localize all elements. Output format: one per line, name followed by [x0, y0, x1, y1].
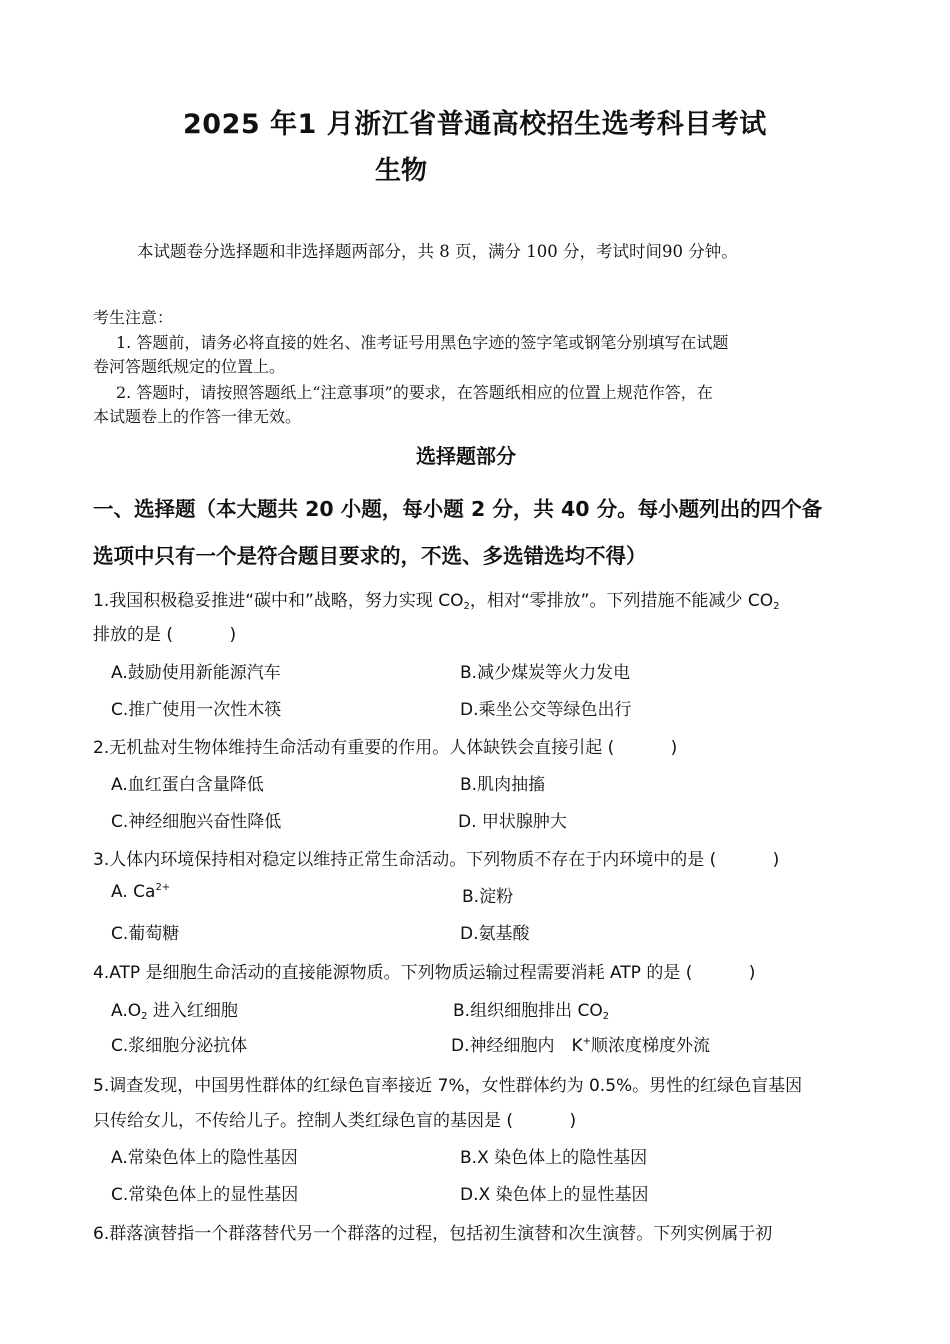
question-4-option-a[interactable]: $A.O_2$ 进入红细胞: [111, 1001, 238, 1022]
question-4-stem: 4.ATP 是细胞生命活动的直接能源物质。下列物质运输过程需要消耗 ATP 的是 ( ): [93, 963, 756, 983]
question-5-option-d[interactable]: D.X 染色体上的显性基因: [460, 1185, 649, 1205]
question-1-option-d[interactable]: D.乘坐公交等绿色出行: [460, 700, 632, 720]
exam-intro: 本试题卷分选择题和非选择题两部分，共 8 页，满分 100 分，考试时间90 分钟。: [137, 242, 738, 261]
notice-item-1-line-1: 1. 答题前，请务必将直接的姓名、准考证号用黑色字迹的签字笔或钢笔分别填写在试题: [116, 333, 729, 352]
question-1-option-c[interactable]: C.推广使用一次性木筷: [111, 700, 282, 720]
notice-item-2-line-1: 2. 答题时，请按照答题纸上“注意事项”的要求，在答题纸相应的位置上规范作答，在: [116, 383, 713, 402]
question-1-option-b[interactable]: B.减少煤炭等火力发电: [460, 663, 631, 683]
question-4-option-d[interactable]: D.神经细胞内 K+顺浓度梯度外流: [451, 1036, 711, 1056]
question-2-stem: 2.无机盐对生物体维持生命活动有重要的作用。人体缺铁会直接引起 ( ): [93, 738, 678, 758]
question-3-option-d[interactable]: D.氨基酸: [460, 924, 530, 944]
notice-label: 考生注意：: [93, 308, 174, 327]
question-3-stem: 3.人体内环境保持相对稳定以维持正常生命活动。下列物质不存在于内环境中的是 ( ): [93, 850, 780, 870]
question-5-stem-line-2: 只传给女儿，不传给儿子。控制人类红绿色盲的基因是 ( ): [93, 1111, 577, 1131]
question-5-option-b[interactable]: B.X 染色体上的隐性基因: [460, 1148, 648, 1168]
question-2-option-a[interactable]: A.血红蛋白含量降低: [111, 775, 264, 795]
question-3-option-a[interactable]: A. $Ca^{2+}$: [111, 882, 171, 902]
question-2-option-b[interactable]: B.肌肉抽搐: [460, 775, 546, 795]
question-3-option-b[interactable]: B.淀粉: [462, 887, 514, 907]
part-heading-line-1: 一、选择题（本大题共 20 小题，每小题 2 分，共 40 分。每小题列出的四个备: [93, 497, 823, 521]
question-6-stem-line-1: 6.群落演替指一个群落替代另一个群落的过程，包括初生演替和次生演替。下列实例属于初: [93, 1224, 773, 1244]
question-4-option-c[interactable]: C.浆细胞分泌抗体: [111, 1036, 248, 1056]
question-3-option-c[interactable]: C.葡萄糖: [111, 924, 180, 944]
question-1-stem-line-2: 排放的是 ( ): [93, 625, 237, 645]
part-heading-line-2: 选项中只有一个是符合题目要求的，不选、多选错选均不得）: [93, 544, 647, 568]
question-2-option-d[interactable]: D. 甲状腺肿大: [458, 812, 567, 832]
question-2-option-c[interactable]: C.神经细胞兴奋性降低: [111, 812, 282, 832]
exam-title: 2025 年1 月浙江省普通高校招生选考科目考试: [183, 109, 767, 140]
question-5-stem-line-1: 5.调查发现，中国男性群体的红绿色盲率接近 7%，女性群体约为 0.5%。男性的红绿色盲基因: [93, 1076, 803, 1096]
notice-item-2-line-2: 本试题卷上的作答一律无效。: [93, 407, 302, 426]
question-4-option-b[interactable]: B.组织细胞排出 $CO_2$: [453, 1001, 610, 1022]
section-title: 选择题部分: [416, 444, 516, 468]
question-5-option-c[interactable]: C.常染色体上的显性基因: [111, 1185, 299, 1205]
question-1-stem: 1.我国积极稳妥推进“碳中和”战略，努力实现 $CO_2$，相对“零排放”。下列措施不能减少 $CO_2$: [93, 591, 780, 612]
question-5-option-a[interactable]: A.常染色体上的隐性基因: [111, 1148, 298, 1168]
notice-item-1-line-2: 卷河答题纸规定的位置上。: [93, 357, 286, 376]
question-1-option-a[interactable]: A.鼓励使用新能源汽车: [111, 663, 281, 683]
subject-title: 生物: [375, 156, 428, 186]
